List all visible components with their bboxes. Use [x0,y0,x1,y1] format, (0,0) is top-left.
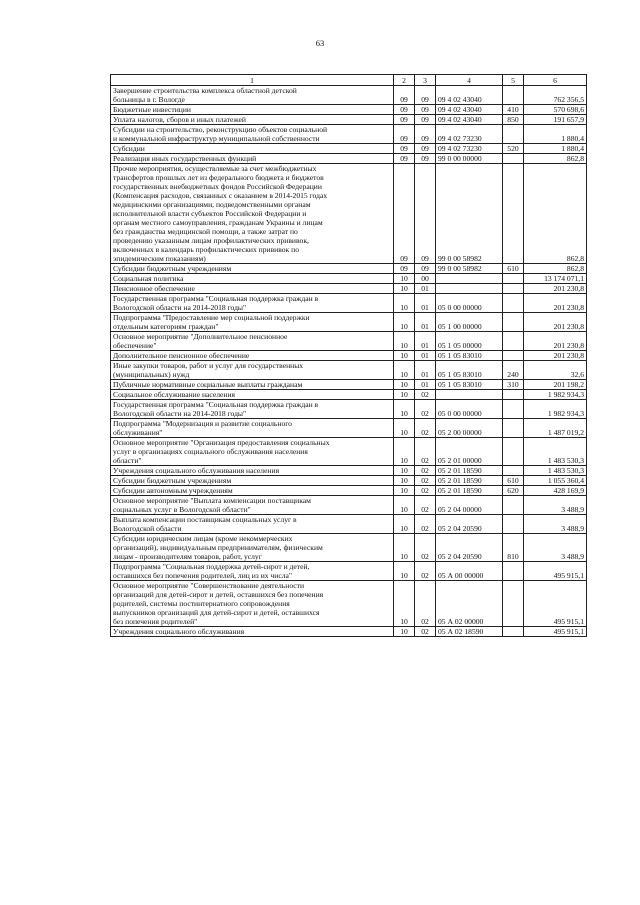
column-header: 4 [436,75,503,86]
section-code-cell: 10 [394,419,415,438]
column-header: 5 [503,75,524,86]
expense-type-cell [503,332,524,351]
row-name-cell: Социальная политика [111,274,394,284]
subsection-code-cell: 02 [415,496,436,515]
target-article-cell: 05 0 00 00000 [436,400,503,419]
section-code-cell: 10 [394,466,415,476]
expense-type-cell [503,274,524,284]
section-code-cell: 10 [394,380,415,390]
expense-type-cell [503,466,524,476]
subsection-code-cell: 09 [415,144,436,154]
row-name-cell: Основное мероприятие "Совершенствование деятельности организаций для детей-сирот и детей, оставшихся без попечения родителей, системы постинтернатного сопровождения выпускников организаций для детей-сирот и детей, оставшихся без попечения родителей" [111,581,394,627]
subsection-code-cell: 09 [415,105,436,115]
subsection-code-cell: 09 [415,164,436,264]
table-row [111,438,587,466]
target-article-cell: 05 1 00 00000 [436,313,503,332]
row-name-cell: Подпрограмма "Предоставление мер социальной поддержки отдельным категориям граждан" [111,313,394,332]
expense-type-cell [503,400,524,419]
subsection-code-cell: 01 [415,332,436,351]
amount-cell: 32,6 [524,361,587,380]
section-code-cell: 09 [394,154,415,164]
table-row [111,380,587,390]
amount-cell: 3 488,9 [524,496,587,515]
section-code-cell: 10 [394,515,415,534]
target-article-cell: 05 А 02 00000 [436,581,503,627]
subsection-code-cell: 09 [415,125,436,144]
row-name-cell: Социальное обслуживание населения [111,390,394,400]
target-article-cell: 05 2 04 00000 [436,496,503,515]
table-row [111,466,587,476]
row-name-cell: Публичные нормативные социальные выплаты гражданам [111,380,394,390]
table-row [111,534,587,562]
table-row [111,515,587,534]
row-name-cell: Дополнительное пенсионное обеспечение [111,351,394,361]
table-row [111,313,587,332]
target-article-cell: 05 1 05 83010 [436,351,503,361]
table-row [111,476,587,486]
subsection-code-cell: 02 [415,486,436,496]
target-article-cell: 99 0 00 58982 [436,264,503,274]
subsection-code-cell: 01 [415,351,436,361]
expense-type-cell [503,313,524,332]
row-name-cell: Уплата налогов, сборов и иных платежей [111,115,394,125]
expense-type-cell: 810 [503,534,524,562]
expense-type-cell [503,294,524,313]
table-row [111,419,587,438]
section-code-cell: 10 [394,361,415,380]
header-row [111,75,587,86]
target-article-cell: 05 1 05 83010 [436,380,503,390]
table-row [111,164,587,264]
subsection-code-cell: 02 [415,390,436,400]
expense-type-cell [503,419,524,438]
amount-cell: 862,8 [524,164,587,264]
amount-cell: 201 198,2 [524,380,587,390]
expense-type-cell: 310 [503,380,524,390]
amount-cell: 191 657,9 [524,115,587,125]
target-article-cell [436,274,503,284]
subsection-code-cell: 01 [415,284,436,294]
section-code-cell: 10 [394,313,415,332]
target-article-cell: 99 0 00 58982 [436,164,503,264]
table-row [111,562,587,581]
amount-cell: 495 915,1 [524,627,587,637]
target-article-cell: 09 4 02 43040 [436,115,503,125]
table-row [111,351,587,361]
amount-cell: 201 230,8 [524,351,587,361]
amount-cell: 428 169,9 [524,486,587,496]
row-name-cell: Прочие мероприятия, осуществляемые за счет межбюджетных трансфертов прошлых лет из федерального бюджета и бюджетов государственных внебюджетных фондов Российской Федерации (Компенсация расходов, связанных с оказанием в 2014-2015 годах медицинскими организациями, подведомственными органам исполнительной власти субъектов Российской Федерации и органам местного самоуправления, гражданам Украины и лицам без гражданства медицинской помощи, а также затрат по проведению указанным лицам профилактических прививок, включенных в календарь профилактических прививок по эпидемическим показаниям) [111,164,394,264]
expense-type-cell [503,627,524,637]
table-row [111,154,587,164]
subsection-code-cell: 00 [415,274,436,284]
budget-table [110,74,587,637]
table-row [111,581,587,627]
amount-cell: 1 982 934,3 [524,400,587,419]
target-article-cell: 05 2 01 18590 [436,476,503,486]
section-code-cell: 10 [394,581,415,627]
table-row [111,115,587,125]
expense-type-cell: 620 [503,486,524,496]
section-code-cell: 10 [394,496,415,515]
expense-type-cell [503,581,524,627]
amount-cell: 1 982 934,3 [524,390,587,400]
expense-type-cell [503,390,524,400]
row-name-cell: Основное мероприятие "Дополнительное пенсионное обеспечение" [111,332,394,351]
row-name-cell: Основное мероприятие "Выплата компенсации поставщикам социальных услуг в Вологодской области" [111,496,394,515]
page-number: 63 [315,38,325,48]
section-code-cell: 10 [394,562,415,581]
column-header: 2 [394,75,415,86]
table-row [111,86,587,105]
section-code-cell: 09 [394,164,415,264]
table-row [111,496,587,515]
target-article-cell: 05 А 02 18590 [436,627,503,637]
section-code-cell: 10 [394,274,415,284]
expense-type-cell [503,438,524,466]
subsection-code-cell: 09 [415,154,436,164]
expense-type-cell [503,164,524,264]
subsection-code-cell: 01 [415,313,436,332]
table-row [111,400,587,419]
subsection-code-cell: 02 [415,515,436,534]
subsection-code-cell: 02 [415,438,436,466]
section-code-cell: 09 [394,264,415,274]
row-name-cell: Подпрограмма "Модернизация и развитие социального обслуживания" [111,419,394,438]
amount-cell: 3 488,9 [524,534,587,562]
amount-cell: 762 356,5 [524,86,587,105]
column-header: 1 [111,75,394,86]
subsection-code-cell: 01 [415,361,436,380]
expense-type-cell [503,562,524,581]
target-article-cell: 05 2 04 20590 [436,515,503,534]
section-code-cell: 10 [394,284,415,294]
expense-type-cell: 240 [503,361,524,380]
table-row [111,105,587,115]
row-name-cell: Учреждения социального обслуживания населения [111,466,394,476]
target-article-cell: 05 1 05 00000 [436,332,503,351]
target-article-cell: 05 2 01 18590 [436,466,503,476]
amount-cell: 3 488,9 [524,515,587,534]
subsection-code-cell: 02 [415,419,436,438]
column-header: 6 [524,75,587,86]
row-name-cell: Выплата компенсации поставщикам социальных услуг в Вологодской области [111,515,394,534]
target-article-cell: 09 4 02 43040 [436,105,503,115]
expense-type-cell: 410 [503,105,524,115]
amount-cell: 862,8 [524,264,587,274]
column-header: 3 [415,75,436,86]
subsection-code-cell: 09 [415,115,436,125]
section-code-cell: 09 [394,144,415,154]
row-name-cell: Субсидии бюджетным учреждениям [111,264,394,274]
target-article-cell: 09 4 02 73230 [436,144,503,154]
expense-type-cell: 610 [503,476,524,486]
target-article-cell: 09 4 02 73230 [436,125,503,144]
amount-cell: 201 230,8 [524,284,587,294]
row-name-cell: Субсидии бюджетным учреждениям [111,476,394,486]
section-code-cell: 10 [394,294,415,313]
row-name-cell: Бюджетные инвестиции [111,105,394,115]
amount-cell: 495 915,1 [524,581,587,627]
row-name-cell: Государственная программа "Социальная поддержка граждан в Вологодской области на 2014-2018 годы" [111,400,394,419]
amount-cell: 201 230,8 [524,332,587,351]
section-code-cell: 10 [394,486,415,496]
section-code-cell: 10 [394,351,415,361]
section-code-cell: 10 [394,534,415,562]
target-article-cell: 05 0 00 00000 [436,294,503,313]
expense-type-cell [503,284,524,294]
expense-type-cell [503,86,524,105]
section-code-cell: 10 [394,438,415,466]
subsection-code-cell: 01 [415,294,436,313]
section-code-cell: 10 [394,476,415,486]
amount-cell: 495 915,1 [524,562,587,581]
amount-cell: 1 487 019,2 [524,419,587,438]
amount-cell: 201 230,8 [524,313,587,332]
table-row [111,125,587,144]
subsection-code-cell: 02 [415,581,436,627]
row-name-cell: Завершение строительства комплекса областной детской больницы в г. Вологде [111,86,394,105]
row-name-cell: Учреждения социального обслуживания [111,627,394,637]
target-article-cell: 99 0 00 00000 [436,154,503,164]
expense-type-cell [503,496,524,515]
row-name-cell: Субсидии на строительство, реконструкцию объектов социальной и коммунальной инфраструктур муниципальной собственности [111,125,394,144]
row-name-cell: Пенсионное обеспечение [111,284,394,294]
expense-type-cell [503,154,524,164]
amount-cell: 1 880,4 [524,144,587,154]
subsection-code-cell: 02 [415,562,436,581]
table-row [111,361,587,380]
amount-cell: 13 174 071,1 [524,274,587,284]
target-article-cell: 05 1 05 83010 [436,361,503,380]
section-code-cell: 10 [394,627,415,637]
amount-cell: 1 483 530,3 [524,466,587,476]
section-code-cell: 09 [394,115,415,125]
target-article-cell: 05 А 00 00000 [436,562,503,581]
section-code-cell: 10 [394,390,415,400]
target-article-cell: 09 4 02 43040 [436,86,503,105]
table-row [111,486,587,496]
row-name-cell: Субсидии юридическим лицам (кроме некоммерческих организаций), индивидуальным предпринимателям, физическим лицам - производителям товаров, работ, услуг [111,534,394,562]
section-code-cell: 09 [394,105,415,115]
subsection-code-cell: 02 [415,400,436,419]
row-name-cell: Основное мероприятие "Организация предоставления социальных услуг в организациях социального обслуживания населения области" [111,438,394,466]
subsection-code-cell: 09 [415,86,436,105]
table-row [111,144,587,154]
expense-type-cell: 610 [503,264,524,274]
table-row [111,294,587,313]
row-name-cell: Субсидии автономным учреждениям [111,486,394,496]
subsection-code-cell: 02 [415,627,436,637]
subsection-code-cell: 02 [415,466,436,476]
target-article-cell [436,390,503,400]
table-row [111,332,587,351]
expense-type-cell [503,515,524,534]
table-row [111,627,587,637]
table-row [111,274,587,284]
subsection-code-cell: 02 [415,476,436,486]
expense-type-cell [503,125,524,144]
section-code-cell: 10 [394,400,415,419]
row-name-cell: Государственная программа "Социальная поддержка граждан в Вологодской области на 2014-2018 годы" [111,294,394,313]
table-row [111,390,587,400]
target-article-cell [436,284,503,294]
row-name-cell: Иные закупки товаров, работ и услуг для государственных (муниципальных) нужд [111,361,394,380]
amount-cell: 1 483 530,3 [524,438,587,466]
subsection-code-cell: 01 [415,380,436,390]
row-name-cell: Подпрограмма "Социальная поддержка детей-сирот и детей, оставшихся без попечения родителей, лиц из их числа" [111,562,394,581]
target-article-cell: 05 2 04 20590 [436,534,503,562]
table-row [111,284,587,294]
amount-cell: 201 230,8 [524,294,587,313]
target-article-cell: 05 2 01 00000 [436,438,503,466]
amount-cell: 1 055 360,4 [524,476,587,486]
target-article-cell: 05 2 00 00000 [436,419,503,438]
section-code-cell: 09 [394,86,415,105]
table-row [111,264,587,274]
expense-type-cell: 520 [503,144,524,154]
expense-type-cell: 850 [503,115,524,125]
section-code-cell: 09 [394,125,415,144]
amount-cell: 862,8 [524,154,587,164]
amount-cell: 1 880,4 [524,125,587,144]
expense-type-cell [503,351,524,361]
subsection-code-cell: 02 [415,534,436,562]
target-article-cell: 05 2 01 18590 [436,486,503,496]
row-name-cell: Субсидии [111,144,394,154]
section-code-cell: 10 [394,332,415,351]
row-name-cell: Реализация иных государственных функций [111,154,394,164]
amount-cell: 570 698,6 [524,105,587,115]
subsection-code-cell: 09 [415,264,436,274]
